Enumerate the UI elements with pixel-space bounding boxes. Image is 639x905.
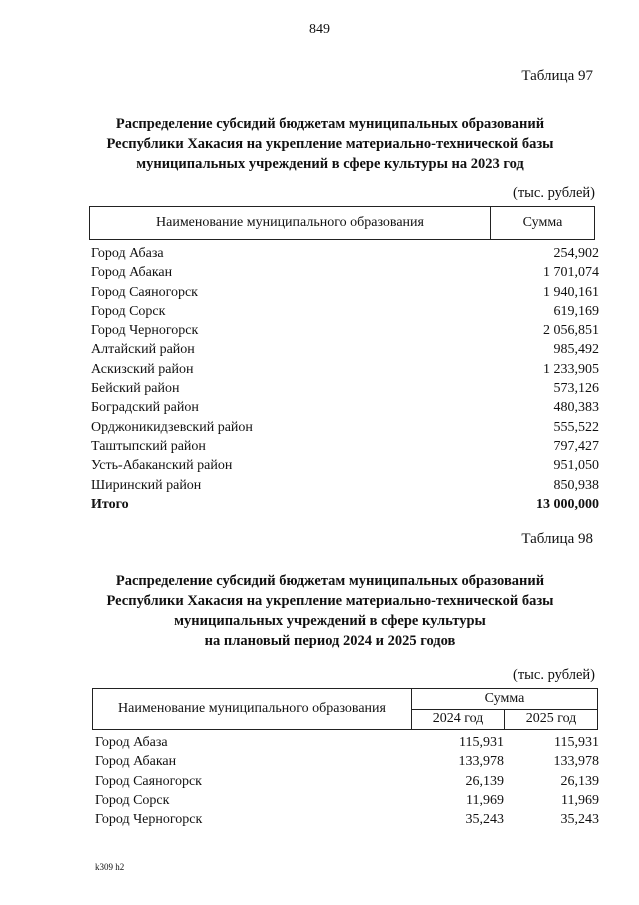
municipality-name: Город Сорск [91,303,166,319]
subsidy-amount: 985,492 [553,342,599,358]
amount-2025: 133,978 [553,754,599,770]
table-row [95,733,599,752]
amount-2024: 35,243 [465,812,504,828]
table-row [95,791,599,810]
subsidy-amount: 797,427 [553,438,599,454]
municipality-name: Город Саяногорск [91,284,198,300]
table-row [95,752,599,771]
municipality-name: Аскизский район [91,361,194,377]
municipality-name: Город Абаза [95,735,168,750]
municipality-name: Усть-Абаканский район [91,458,233,474]
amount-2025: 35,243 [560,812,599,828]
amount-2025: 115,931 [554,735,599,750]
municipality-name: Боградский район [91,400,199,416]
subsidy-amount: 254,902 [553,246,599,261]
table-98-title [60,571,600,651]
column-header-2025: 2025 год [505,709,598,730]
table-97-title-line: муниципальных учреждений в сфере культуры на 2023 год [136,156,524,172]
subsidy-amount: 2 056,851 [543,323,599,339]
subsidy-amount: 1 233,905 [543,361,599,377]
amount-2024: 115,931 [459,735,504,750]
subsidy-amount: 555,522 [553,419,599,435]
table-row [91,340,599,359]
table-98-label: Таблица 98 [521,531,593,547]
table-row [91,476,599,495]
table-row [91,321,599,340]
table-97-title [60,114,600,174]
column-header-sum: Сумма [491,207,595,240]
subsidy-amount: 951,050 [553,458,599,474]
municipality-name: Таштыпский район [91,438,206,454]
table-row [95,810,599,829]
footer-code: k309 h2 [95,862,125,872]
table-row [95,772,599,791]
table-row [91,263,599,282]
table-98-body [95,733,599,829]
subsidy-amount: 619,169 [553,303,599,319]
table-98-title-line: на плановый период 2024 и 2025 годов [204,633,456,649]
subsidy-amount: 1 940,161 [543,284,599,300]
municipality-name: Алтайский район [91,342,195,358]
municipality-name: Город Саяногорск [95,773,202,789]
subsidy-amount: 480,383 [553,400,599,416]
municipality-name: Город Абаза [91,246,164,261]
amount-2024: 11,969 [466,792,504,808]
column-header-name: Наименование муниципального образования [93,689,412,730]
amount-2024: 26,139 [465,773,504,789]
table-97-title-line: Распределение субсидий бюджетам муниципальных образований [115,116,545,132]
table-row [91,283,599,302]
table-row [91,244,599,263]
table-98-title-line: Республики Хакасия на укрепление материально-технической базы [106,593,554,609]
table-98-units: (тыс. рублей) [513,667,595,683]
table-98-header [92,688,598,730]
table-row [91,398,599,417]
municipality-name: Город Абакан [91,265,173,281]
table-97-title-line: Республики Хакасия на укрепление материально-технической базы [106,136,554,152]
total-amount: 13 000,000 [536,496,599,512]
column-header-sum: Сумма [412,689,598,710]
subsidy-amount: 573,126 [553,381,599,397]
amount-2025: 26,139 [560,773,599,789]
municipality-name: Город Сорск [95,792,170,808]
table-row [91,456,599,475]
column-header-name: Наименование муниципального образования [90,207,491,240]
subsidy-amount: 850,938 [553,477,599,493]
table-97-header [89,206,595,240]
table-97-label: Таблица 97 [521,68,593,84]
page-number: 849 [309,22,330,37]
table-row [91,418,599,437]
table-row [91,302,599,321]
table-row [91,360,599,379]
amount-2024: 133,978 [458,754,504,770]
total-label: Итого [91,496,129,512]
column-header-2024: 2024 год [412,709,505,730]
municipality-name: Орджоникидзевский район [91,419,253,435]
table-row [91,379,599,398]
municipality-name: Город Черногорск [91,323,199,339]
table-97-units: (тыс. рублей) [513,185,595,201]
amount-2025: 11,969 [561,792,599,808]
municipality-name: Бейский район [91,381,180,397]
municipality-name: Ширинский район [91,477,202,493]
table-98-title-line: муниципальных учреждений в сфере культуры [174,613,486,629]
municipality-name: Город Черногорск [95,812,203,828]
total-row [91,495,599,514]
table-row [91,437,599,456]
subsidy-amount: 1 701,074 [543,265,599,281]
table-97-body [91,244,599,514]
table-98-title-line: Распределение субсидий бюджетам муниципальных образований [115,573,545,589]
municipality-name: Город Абакан [95,754,177,770]
